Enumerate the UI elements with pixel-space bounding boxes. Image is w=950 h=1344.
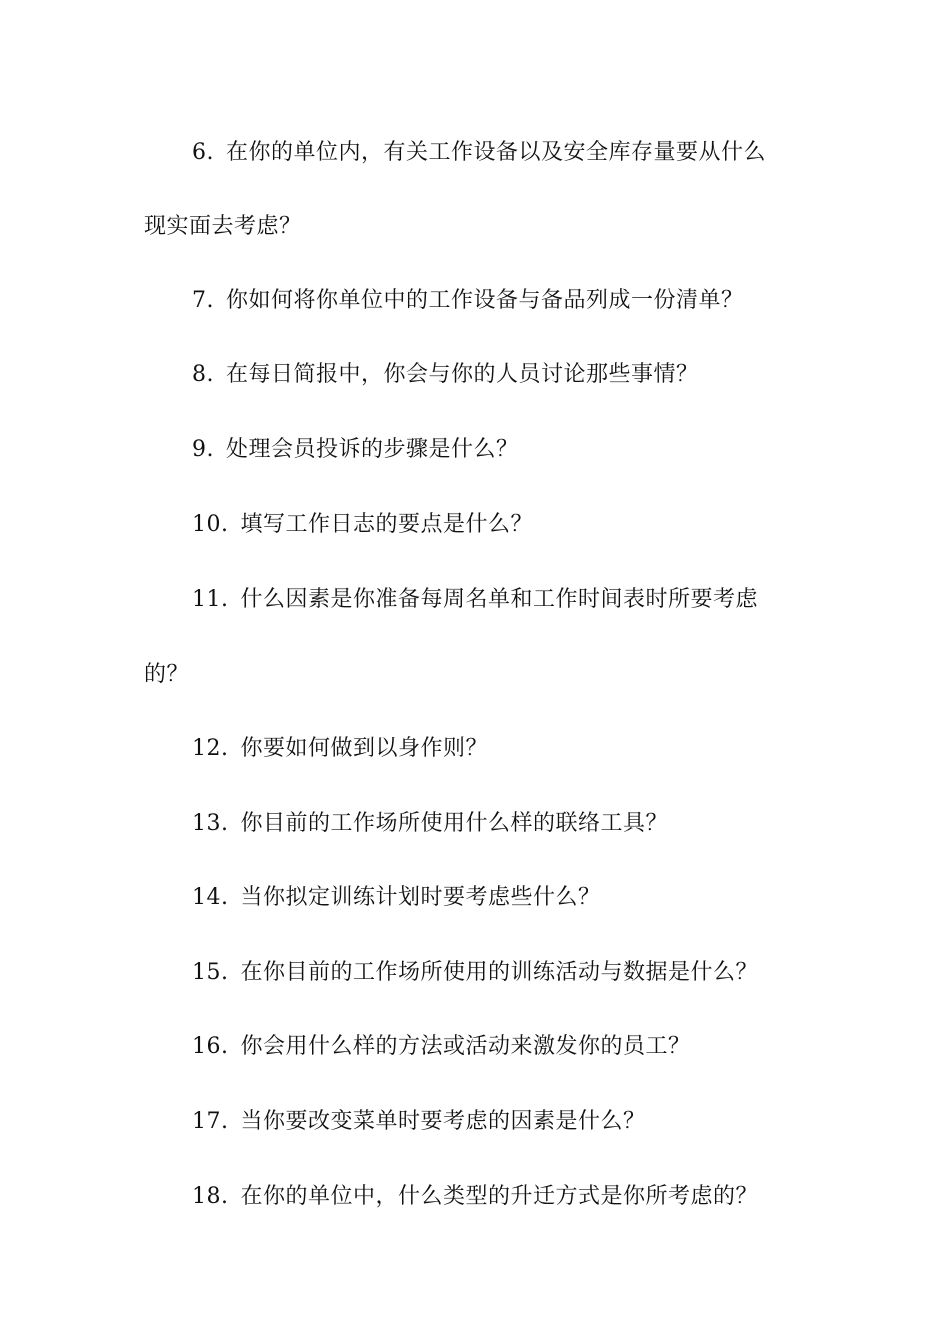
question-text: 处理会员投诉的步骤是什么？	[226, 437, 519, 462]
question-number: 9.	[192, 437, 214, 462]
question-text: 在每日简报中，你会与你的人员讨论那些事情？	[226, 362, 699, 387]
question-number: 15.	[192, 960, 229, 985]
question-10	[192, 511, 533, 539]
question-number: 11.	[192, 587, 229, 612]
question-14	[192, 884, 601, 912]
question-text: 在你目前的工作场所使用的训练活动与数据是什么？	[240, 960, 759, 985]
question-7	[192, 287, 744, 315]
question-text: 当你拟定训练计划时要考虑些什么？	[240, 885, 601, 910]
question-text: 你如何将你单位中的工作设备与备品列成一份清单？	[226, 288, 744, 313]
question-6-continuation	[144, 213, 302, 241]
question-number: 16.	[192, 1034, 229, 1059]
question-9	[192, 436, 519, 464]
question-text-continuation: 的？	[144, 662, 190, 687]
question-number: 18.	[192, 1184, 229, 1209]
question-text-continuation: 现实面去考虑？	[144, 214, 302, 239]
question-15	[192, 959, 758, 987]
question-18	[192, 1183, 758, 1211]
question-text: 你目前的工作场所使用什么样的联络工具？	[240, 811, 669, 836]
question-number: 10.	[192, 512, 229, 537]
question-16	[192, 1033, 691, 1061]
question-number: 12.	[192, 736, 229, 761]
question-11	[192, 586, 758, 614]
question-text: 你会用什么样的方法或活动来激发你的员工？	[240, 1034, 691, 1059]
question-number: 17.	[192, 1109, 229, 1134]
question-text: 在你的单位中，什么类型的升迁方式是你所考虑的？	[240, 1184, 759, 1209]
question-number: 14.	[192, 885, 229, 910]
question-text: 你要如何做到以身作则？	[240, 736, 489, 761]
question-number: 7.	[192, 288, 214, 313]
question-text: 填写工作日志的要点是什么？	[240, 512, 534, 537]
question-number: 8.	[192, 362, 214, 387]
question-text: 在你的单位内，有关工作设备以及安全库存量要从什么	[226, 140, 767, 165]
question-number: 13.	[192, 811, 229, 836]
question-17	[192, 1108, 646, 1136]
question-number: 6.	[192, 140, 214, 165]
question-12	[192, 735, 488, 763]
question-8	[192, 361, 699, 389]
question-text: 当你要改变菜单时要考虑的因素是什么？	[240, 1109, 646, 1134]
question-13	[192, 810, 668, 838]
question-11-continuation	[144, 661, 189, 689]
question-text: 什么因素是你准备每周名单和工作时间表时所要考虑	[240, 587, 759, 612]
question-6	[192, 139, 766, 167]
